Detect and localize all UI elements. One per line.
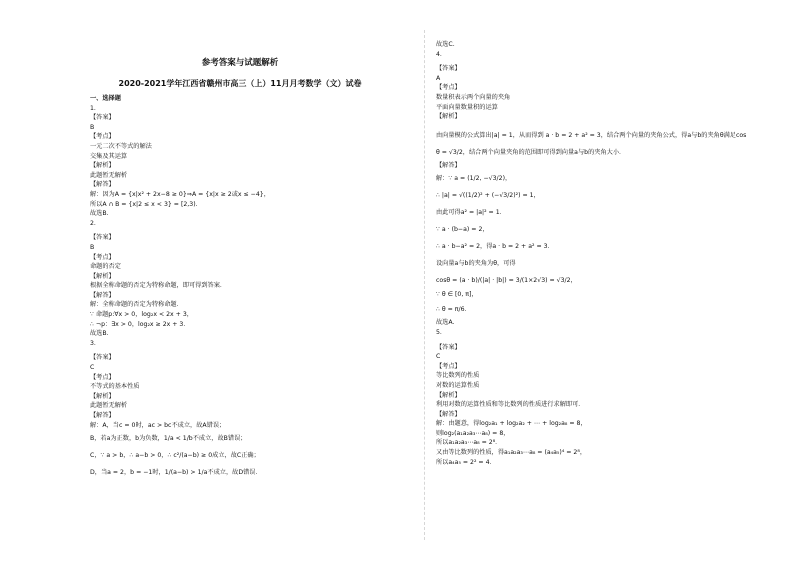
left-column-line: 一、选择题 <box>90 95 121 102</box>
left-column-line: 【考点】 <box>90 133 115 141</box>
left-column-line: 交集及其运算 <box>90 152 128 160</box>
right-column-line: 利用对数的运算性质和等比数列的性质进行求解即可． <box>436 401 585 409</box>
right-column-line: C <box>436 353 441 361</box>
right-column-line: 5. <box>436 328 442 336</box>
left-column-line: 【解答】 <box>90 291 115 299</box>
left-column-line: 解：全称命题的否定为特称命题． <box>90 301 183 309</box>
left-column-line: D，当a = 2，b = −1时，1/(a−b) > 1/a不成立，故D错误． <box>90 469 262 477</box>
right-column-line: 由向量模的公式算出|a| = 1，从而得到 a · b = 2 + a² = 3，结合两个向量的夹角公式，得a与b的夹角θ满足cos <box>436 131 747 139</box>
right-column-line: 所以a₄a₅ = 2² = 4． <box>436 458 496 466</box>
right-column-line: 【答案】 <box>436 343 461 351</box>
right-column-line: 设向量a与b的夹角为θ，可得 <box>436 260 516 268</box>
right-column-line: 所以a₁a₂a₃⋯a₈ = 2⁸． <box>436 439 502 447</box>
left-column-line: 2. <box>90 219 96 227</box>
left-column-line: 不等式的基本性质 <box>90 383 140 391</box>
left-column-line: 【解析】 <box>90 162 115 170</box>
left-column-line: 【考点】 <box>90 253 115 261</box>
left-column-line: B，若a为正数，b为负数，1/a < 1/b不成立，故B错误； <box>90 435 247 443</box>
right-column-line: ∴ θ = π/6． <box>436 306 471 314</box>
right-column-line: cosθ = (a · b)/(|a| · |b|) = 3/(1×2√3) = √3/2， <box>436 277 577 285</box>
right-column-line: 由此可得a² = |a|² = 1． <box>436 209 506 217</box>
right-column-line: 【解答】 <box>436 410 461 418</box>
right-column-line: 【答案】 <box>436 65 461 73</box>
right-column-line: 对数的运算性质 <box>436 381 480 389</box>
right-column-line: ∴ a · b−a² = 2，得a · b = 2 + a² = 3． <box>436 243 554 251</box>
right-column-line: 故选C. <box>436 41 455 48</box>
right-column-line: A <box>436 74 441 82</box>
left-column-line: 【解析】 <box>90 392 115 400</box>
left-column-line: C <box>90 364 95 372</box>
right-column-line: 则log₂(a₁a₂a₃⋯a₈) = 8， <box>436 429 510 437</box>
left-column-line: 此题暂无解析 <box>90 402 128 410</box>
left-column-line: 【答案】 <box>90 354 115 362</box>
left-column <box>90 94 390 481</box>
right-column-line: 【解答】 <box>436 161 461 169</box>
right-column <box>436 40 766 467</box>
left-column-line: 故选B. <box>90 330 109 338</box>
left-column-line: ∵ 命题p:∀x > 0，log₂x < 2x + 3， <box>90 311 193 319</box>
right-column-line: 故选A. <box>436 319 455 327</box>
right-column-line: ∴ |a| = √((1/2)² + (−√3/2)²) = 1， <box>436 192 540 200</box>
left-column-line: ∴ ¬p：∃x > 0，log₂x ≥ 2x + 3． <box>90 320 190 328</box>
left-column-line: 根据全称命题的否定为特称命题，即可得到答案． <box>90 282 227 290</box>
right-column-line: ∵ θ ∈ [0, π]， <box>436 291 478 299</box>
left-column-line: 故选B. <box>90 210 109 218</box>
left-column-line: 【解析】 <box>90 272 115 280</box>
left-column-line: 【解答】 <box>90 181 115 189</box>
right-column-line: 平面向量数量积的运算 <box>436 103 498 111</box>
left-column-line: 1. <box>90 104 96 112</box>
right-column-line: 等比数列的性质 <box>436 372 480 380</box>
left-column-line: 此题暂无解析 <box>90 171 128 179</box>
left-column-line: B <box>90 123 95 131</box>
right-column-line: 解：∵ a = (1/2, −√3/2)， <box>436 175 512 183</box>
column-divider <box>424 30 425 540</box>
right-column-line: ∵ a · (b−a) = 2， <box>436 226 489 234</box>
right-column-line: 【考点】 <box>436 362 461 370</box>
right-column-line: 解：由题意，得log₂a₁ + log₂a₂ + ⋯ + log₂a₈ = 8， <box>436 420 587 428</box>
left-column-line: 一元二次不等式的解法 <box>90 142 152 150</box>
left-column-line: 命题的否定 <box>90 263 121 271</box>
right-column-line: 【解析】 <box>436 391 461 399</box>
left-column-line: 解：A，当c = 0时，ac > bc不成立，故A错误； <box>90 421 226 429</box>
right-column-line: 【解析】 <box>436 113 461 121</box>
left-column-line: 解：因为A = {x|x² + 2x−8 ≥ 0}⇒A = {x|x ≥ 2或x ≤ −4}， <box>90 190 270 198</box>
left-column-line: C，∵ a > b，∴ a−b > 0，∴ c²/(a−b) ≥ 0成立，故C正确； <box>90 452 260 460</box>
left-column-line: 【解答】 <box>90 412 115 419</box>
right-column-line: 4. <box>436 50 442 58</box>
left-column-line: 3. <box>90 339 96 347</box>
left-column-line: 【答案】 <box>90 114 115 122</box>
left-column-line: 【答案】 <box>90 234 115 242</box>
right-column-line: 【考点】 <box>436 84 461 92</box>
exam-subtitle: 2020-2021学年江西省赣州市高三（上）11月月考数学（文）试卷 <box>118 79 362 88</box>
right-column-line: 又由等比数列的性质，得a₁a₂a₃⋯a₈ = (a₄a₅)⁴ = 2⁸， <box>436 449 587 457</box>
left-column-line: 【考点】 <box>90 373 115 381</box>
right-column-line: 数量积表示两个向量的夹角 <box>436 93 511 101</box>
left-column-line: B <box>90 243 95 251</box>
right-column-line: θ = √3/2，结合两个向量夹角的范围即可得到向量a与b的夹角大小． <box>436 148 626 156</box>
left-column-line: 所以A ∩ B = {x|2 ≤ x < 3} = [2,3). <box>90 200 198 208</box>
document-title: 参考答案与试题解析 <box>201 58 279 68</box>
